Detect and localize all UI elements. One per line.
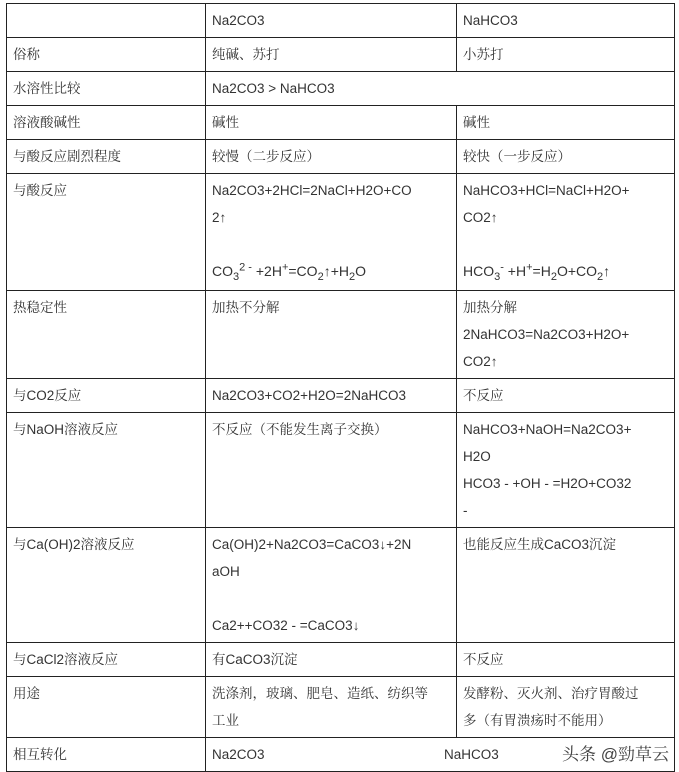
row-label: 相互转化 <box>7 738 206 772</box>
cell: 发酵粉、灭火剂、治疗胃酸过 多（有胃溃疡时不能用） <box>457 677 675 738</box>
cell: 洗涤剂，玻璃、肥皂、造纸、纺织等 工业 <box>206 677 457 738</box>
comparison-table <box>6 3 675 772</box>
cell: 不反应（不能发生离子交换） <box>206 413 457 528</box>
table-row <box>7 174 675 291</box>
equation: NaHCO3+HCl=NaCl+H2O+ <box>463 183 630 198</box>
ionic-equation: $CO_3^{2 -}$ $+2H^+=CO_2↑+H_2O$ <box>212 261 366 283</box>
row-label: 水溶性比较 <box>7 72 206 106</box>
cell <box>457 174 675 291</box>
row-label: 俗称 <box>7 38 206 72</box>
equation: 2↑ <box>212 210 227 225</box>
row-label: 溶液酸碱性 <box>7 106 206 140</box>
table-row <box>7 413 675 528</box>
equation: CO2↑ <box>463 210 498 225</box>
header-cell: Na2CO3 <box>206 4 457 38</box>
cell: Na2CO3+CO2+H2O=2NaHCO3 <box>206 379 457 413</box>
row-label: 与NaOH溶液反应 <box>7 413 206 528</box>
cell: 不反应 <box>457 379 675 413</box>
row-label: 热稳定性 <box>7 291 206 379</box>
table-row <box>7 643 675 677</box>
cell: 碱性 <box>457 106 675 140</box>
cell: 有CaCO3沉淀 <box>206 643 457 677</box>
cell <box>206 174 457 291</box>
header-cell <box>7 4 206 38</box>
cell: 纯碱、苏打 <box>206 38 457 72</box>
row-label: 与CO2反应 <box>7 379 206 413</box>
table-row <box>7 528 675 643</box>
equation: Na2CO3+2HCl=2NaCl+H2O+CO <box>212 183 412 198</box>
ionic-equation: $HCO_3^-$ $+H^+=H_2O+CO_2↑$ <box>463 261 611 283</box>
table-row <box>7 291 675 379</box>
cell <box>206 738 675 772</box>
row-label: 与酸反应 <box>7 174 206 291</box>
cell: 较快（一步反应） <box>457 140 675 174</box>
header-cell: NaHCO3 <box>457 4 675 38</box>
cell: 也能反应生成CaCO3沉淀 <box>457 528 675 643</box>
row-label: 用途 <box>7 677 206 738</box>
table-row <box>7 106 675 140</box>
row-label: 与Ca(OH)2溶液反应 <box>7 528 206 643</box>
to-compound: NaHCO3 <box>444 747 499 762</box>
cell: 碱性 <box>206 106 457 140</box>
cell: Na2CO3 > NaHCO3 <box>206 72 675 106</box>
table-row <box>7 677 675 738</box>
table-row <box>7 72 675 106</box>
header-row <box>7 4 675 38</box>
from-compound: Na2CO3 <box>212 747 265 762</box>
cell: 加热分解 2NaHCO3=Na2CO3+H2O+ CO2↑ <box>457 291 675 379</box>
cell: 较慢（二步反应） <box>206 140 457 174</box>
cell: 小苏打 <box>457 38 675 72</box>
table-row <box>7 38 675 72</box>
table-row <box>7 738 675 772</box>
cell: NaHCO3+NaOH=Na2CO3+ H2O HCO3 - +OH - =H2O+CO32 - <box>457 413 675 528</box>
row-label: 与酸反应剧烈程度 <box>7 140 206 174</box>
cell: 不反应 <box>457 643 675 677</box>
cell: Ca(OH)2+Na2CO3=CaCO3↓+2N aOH Ca2++CO32 - =CaCO3↓ <box>206 528 457 643</box>
table-row <box>7 140 675 174</box>
table-row <box>7 379 675 413</box>
watermark: 头条 @勁草云 <box>562 745 669 764</box>
row-label: 与CaCl2溶液反应 <box>7 643 206 677</box>
cell: 加热不分解 <box>206 291 457 379</box>
